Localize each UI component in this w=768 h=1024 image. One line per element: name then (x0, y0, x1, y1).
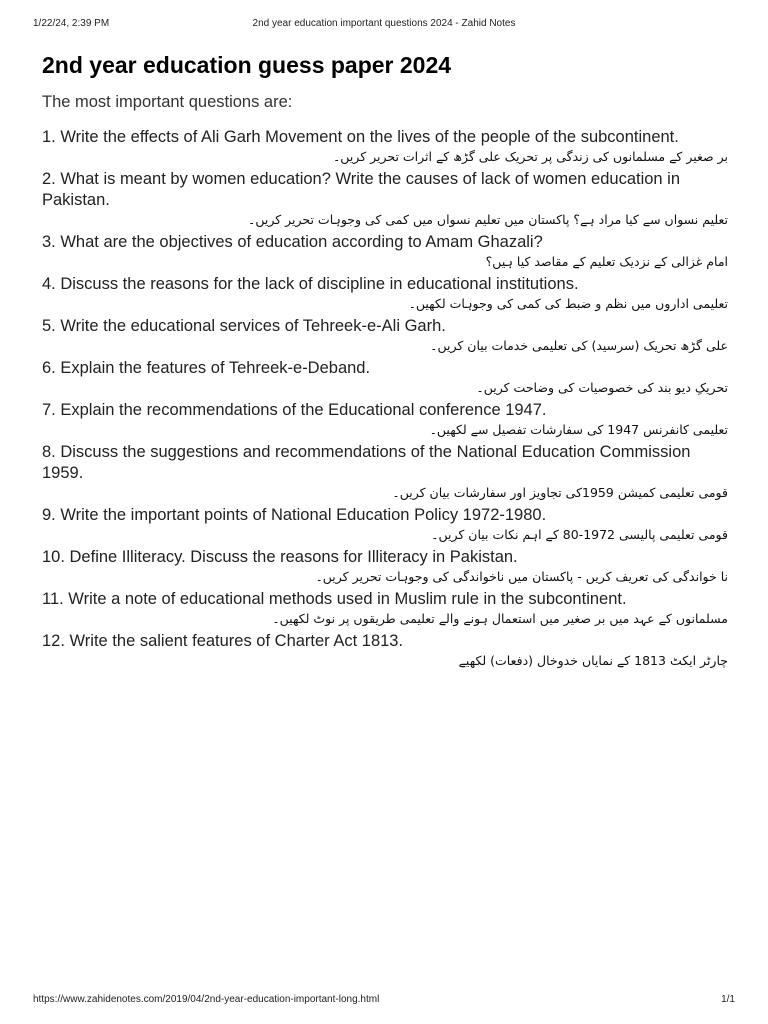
question-item-12 (42, 631, 728, 670)
article-content (42, 48, 728, 673)
question-urdu: قومی تعلیمی کمیشن 1959کی تجاویز اور سفارشات بیان کریں۔ (392, 485, 728, 500)
question-urdu: قومی تعلیمی پالیسی 1972-80 کے اہم نکات بیان کریں۔ (431, 527, 728, 542)
question-item-6 (42, 358, 728, 397)
question-english: 5. Write the educational services of Tehreek-e-Ali Garh. (42, 317, 446, 335)
question-item-4 (42, 274, 728, 313)
question-english: 3. What are the objectives of education according to Amam Ghazali? (42, 233, 543, 251)
question-english: 11. Write a note of educational methods used in Muslim rule in the subcontinent. (42, 590, 627, 608)
question-urdu: امام غزالی کے نزدیک تعلیم کے مقاصد کیا ہیں؟ (485, 254, 728, 269)
question-english: 12. Write the salient features of Charter Act 1813. (42, 632, 404, 650)
question-urdu: بر صغیر کے مسلمانوں کی زندگی پر تحریک علی گڑھ کے اثرات تحریر کریں۔ (332, 149, 728, 164)
article-intro: The most important questions are: (42, 93, 293, 111)
print-page-number: 1/1 (721, 994, 735, 1005)
question-urdu: نا خواندگی کی تعریف کریں - پاکستان میں ناخواندگی کی وجوہات تحریر کریں۔ (315, 569, 728, 584)
print-url: https://www.zahidenotes.com/2019/04/2nd-year-education-important-long.html (33, 994, 380, 1005)
question-urdu: چارٹر ایکٹ 1813 کے نمایاں خدوخال (دفعات) لکھیے (458, 653, 728, 668)
print-page-title: 2nd year education important questions 2024 - Zahid Notes (252, 18, 516, 29)
question-urdu: تحریکِ دیو بند کی خصوصیات کی وضاحت کریں۔ (476, 380, 728, 395)
question-english: 1. Write the effects of Ali Garh Movement on the lives of the people of the subcontinent. (42, 128, 679, 146)
question-item-7 (42, 400, 728, 439)
print-footer (33, 994, 735, 1008)
question-urdu: تعلیم نسواں سے کیا مراد ہے؟ پاکستان میں تعلیم نسواں میں کمی کی وجوہات تحریر کریں۔ (248, 212, 728, 227)
question-item-10 (42, 547, 728, 586)
print-header (33, 18, 735, 32)
question-english: 7. Explain the recommendations of the Educational conference 1947. (42, 401, 547, 419)
article-title: 2nd year education guess paper 2024 (42, 52, 452, 78)
question-item-11 (42, 589, 728, 628)
question-english: 9. Write the important points of National Education Policy 1972-1980. (42, 506, 547, 524)
question-english: 2. What is meant by women education? Write the causes of lack of women education in Pakistan. (42, 170, 681, 209)
question-item-1 (42, 127, 728, 166)
question-english: 4. Discuss the reasons for the lack of discipline in educational institutions. (42, 275, 579, 293)
question-english: 8. Discuss the suggestions and recommendations of the National Education Commission 1959. (42, 443, 691, 482)
question-item-9 (42, 505, 728, 544)
question-list (42, 127, 728, 670)
question-english: 6. Explain the features of Tehreek-e-Deband. (42, 359, 371, 377)
question-item-2 (42, 169, 728, 229)
question-item-8 (42, 442, 728, 502)
question-urdu: مسلمانوں کے عہد میں بر صغیر میں استعمال ہونے والے تعلیمی طریقوں پر نوٹ لکھیں۔ (272, 611, 728, 626)
print-timestamp: 1/22/24, 2:39 PM (33, 18, 110, 29)
question-urdu: علی گڑھ تحریک (سرسید) کی تعلیمی خدمات بیان کریں۔ (430, 338, 728, 353)
question-item-3 (42, 232, 728, 271)
question-urdu: تعلیمی اداروں میں نظم و ضبط کی کمی کی وجوہات لکھیں۔ (408, 296, 728, 311)
question-item-5 (42, 316, 728, 355)
question-english: 10. Define Illiteracy. Discuss the reasons for Illiteracy in Pakistan. (42, 548, 518, 566)
question-urdu: تعلیمی کانفرنس 1947 کی سفارشات تفصیل سے لکھیں۔ (429, 422, 728, 437)
